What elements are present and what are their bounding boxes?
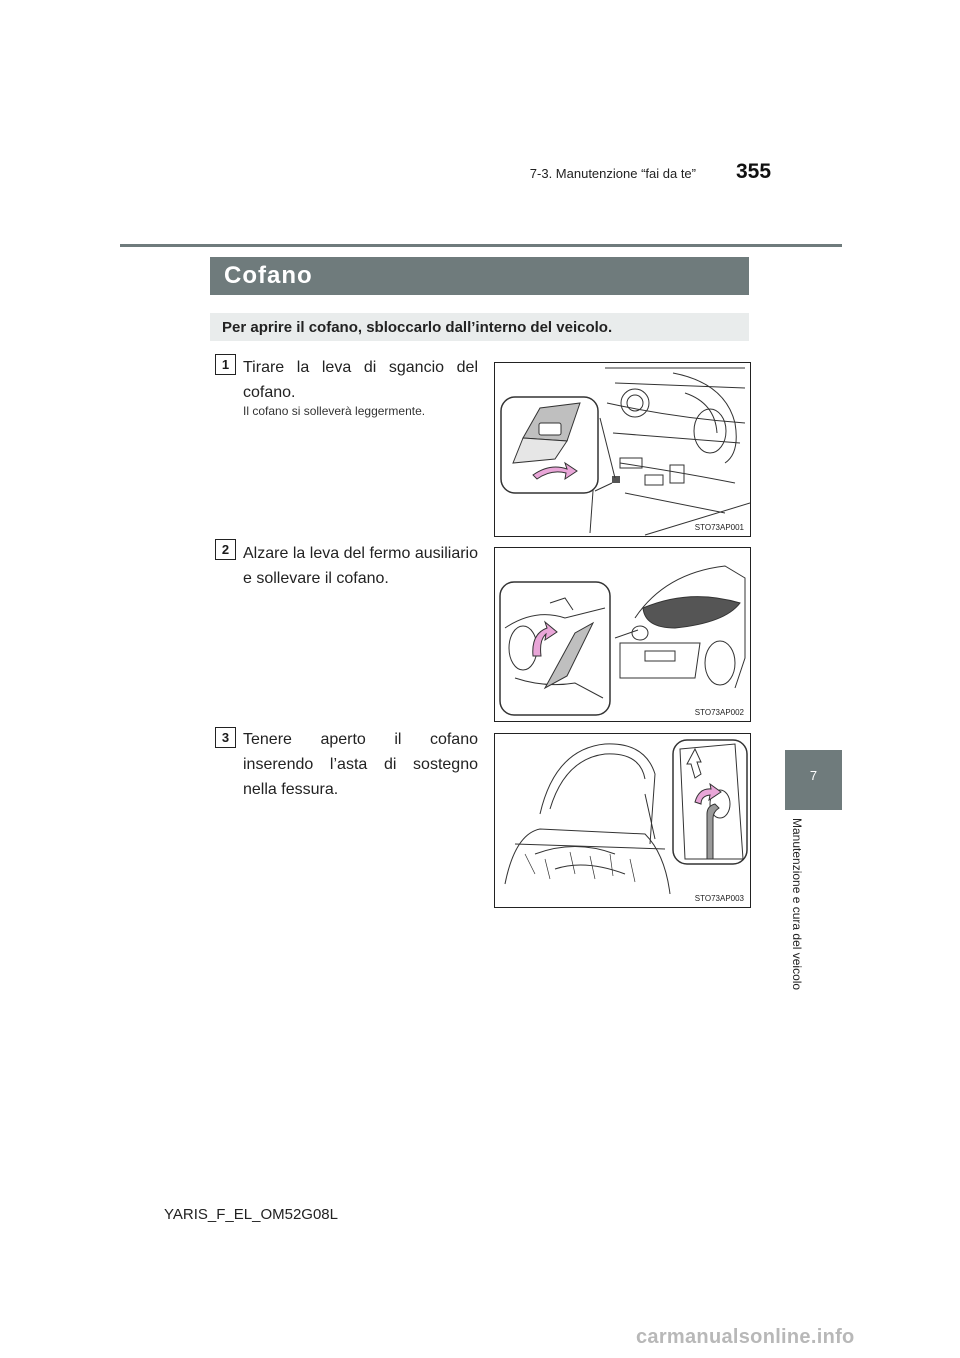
step-number-1: 1 — [215, 354, 236, 375]
watermark: carmanualsonline.info — [636, 1326, 855, 1348]
step-number-2: 2 — [215, 539, 236, 560]
figure-code: STO73AP002 — [694, 708, 744, 717]
chapter-number: 7 — [809, 768, 818, 783]
page-number: 355 — [736, 160, 772, 183]
figure-auxiliary-catch — [494, 547, 751, 722]
page-title: Cofano — [224, 262, 313, 289]
intro-text: Per aprire il cofano, sbloccarlo dall’interno del veicolo. — [222, 319, 613, 336]
support-rod-illustration — [495, 734, 750, 907]
running-header: 7-3. Manutenzione “fai da te” — [529, 166, 696, 181]
step-2-text: Alzare la leva del fermo ausiliario e sollevare il cofano. — [243, 545, 478, 587]
figure-hood-release-lever — [494, 362, 751, 537]
figure-support-rod — [494, 733, 751, 908]
figure-code: STO73AP003 — [694, 894, 744, 903]
step-1-text: Tirare la leva di sgancio del cofano. — [243, 359, 478, 401]
auxiliary-catch-illustration — [495, 548, 750, 721]
chapter-label: Manutenzione e cura del veicolo — [790, 818, 804, 991]
step-3-text: Tenere aperto il cofano inserendo l’asta di sostegno nella fessura. — [243, 731, 478, 798]
step-1-note: Il cofano si solleverà leggermente. — [243, 404, 426, 418]
footer-code: YARIS_F_EL_OM52G08L — [164, 1206, 338, 1223]
figure-code: STO73AP001 — [694, 523, 744, 532]
step-number-3: 3 — [215, 727, 236, 748]
header-rule — [120, 244, 842, 247]
hood-release-illustration — [495, 363, 750, 536]
